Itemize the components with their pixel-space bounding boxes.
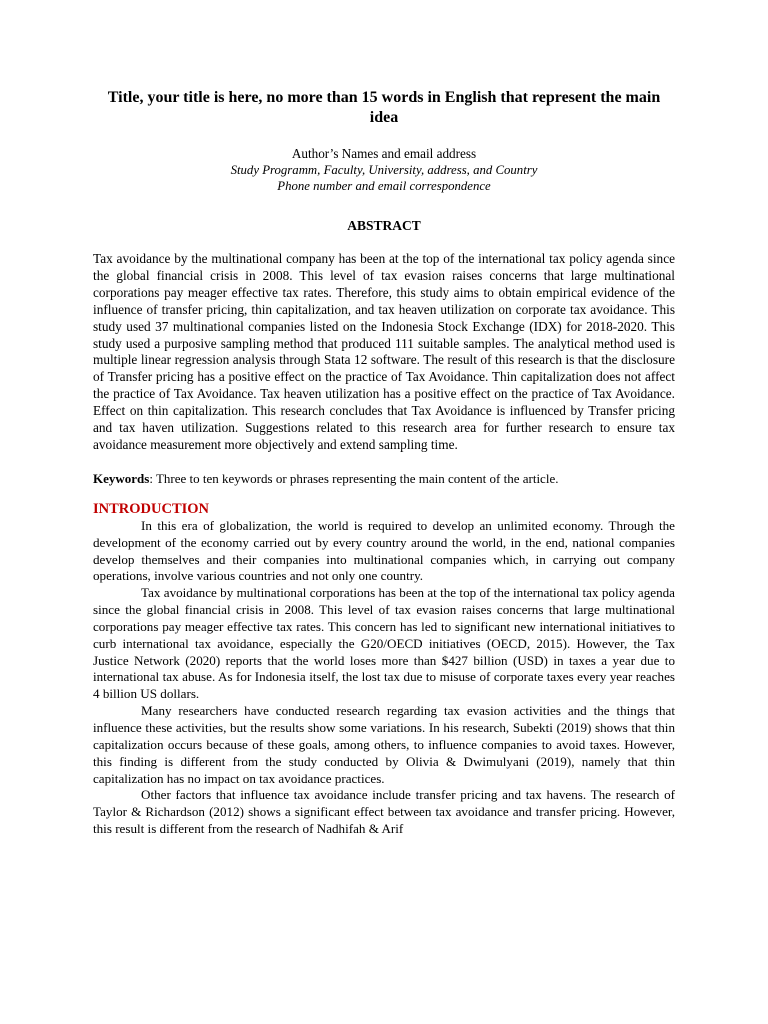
abstract-text: Tax avoidance by the multinational company has been at the top of the international tax policy agenda since the global financial crisis in 2008. This level of tax evasion raises concerns that large multinational corporations pay meager effective tax rates. Therefore, this study aims to obtain empirical evidence of the influence of transfer pricing, thin capitalization, and tax heaven utilization on corporate tax avoidance. This study used 37 multinational companies listed on the Indonesia Stock Exchange (IDX) for 2018-2020. This study used a purposive sampling method that produced 111 suitable samples. The analytical method used is multiple linear regression analysis through Stata 12 software. The result of this research is that the disclosure of Transfer pricing has a positive effect on the practice of Tax Avoidance. Thin capitalization does not affect the practice of Tax Avoidance. Tax heaven utilization has a positive effect on the practice of Tax Avoidance. Effect on thin capitalization. This research concludes that Tax Avoidance is influenced by Transfer pricing and tax haven utilization. Suggestions related to this research area for further research to ensure tax avoidance measurement more objectively and extend sampling time. — [93, 251, 675, 452]
keywords-line — [93, 470, 675, 487]
author-line: Author’s Names and email address — [291, 146, 477, 161]
keywords-label: Keywords — [93, 470, 150, 486]
intro-paragraph: Tax avoidance by multinational corporations has been at the top of the international tax policy agenda since the global financial crisis in 2008. This level of tax evasion raises concerns that large multinational corporations pay meager effective tax rates. This concern has led to significant new international initiatives to curb international tax avoidance, especially the G20/OECD initiatives (OECD, 2015). However, the Tax Justice Network (2020) reports that the world loses more than $427 billion (USD) in taxes a year due to international tax abuse. As for Indonesia itself, the lost tax due to misuse of corporate taxes every year reaches 4 billion US dollars. — [93, 585, 675, 702]
paper-title: Title, your title is here, no more than 15 words in English that represent the main idea — [107, 89, 661, 126]
intro-paragraph: In this era of globalization, the world is required to develop an unlimited economy. Through the development of the economy carried out by every country around the world, in the end, national companies develop themselves and their companies into multinational companies which, in carrying out company operations, involve various countries and not only one country. — [93, 517, 675, 584]
affiliation-line: Study Programm, Faculty, University, address, and Country — [230, 163, 538, 177]
keywords-text: : Three to ten keywords or phrases representing the main content of the article. — [149, 470, 559, 486]
introduction-heading: INTRODUCTION — [93, 500, 210, 517]
abstract-heading: ABSTRACT — [347, 218, 421, 233]
intro-paragraph: Other factors that influence tax avoidance include transfer pricing and tax havens. The research of Taylor & Richardson (2012) shows a significant effect between tax avoidance and transfer pricing. However, this result is different from the research of Nadhifah & Arif — [93, 787, 675, 837]
intro-paragraph: Many researchers have conducted research regarding tax evasion activities and the things that influence these activities, but the results show some variations. In his research, Subekti (2019) shows that thin capitalization occurs because of these goals, among others, to influence companies to avoid taxes. However, this finding is different from the study conducted by Olivia & Dwimulyani (2019), namely that thin capitalization has no impact on tax avoidance practices. — [93, 703, 675, 786]
contact-line: Phone number and email correspondence — [277, 179, 491, 193]
